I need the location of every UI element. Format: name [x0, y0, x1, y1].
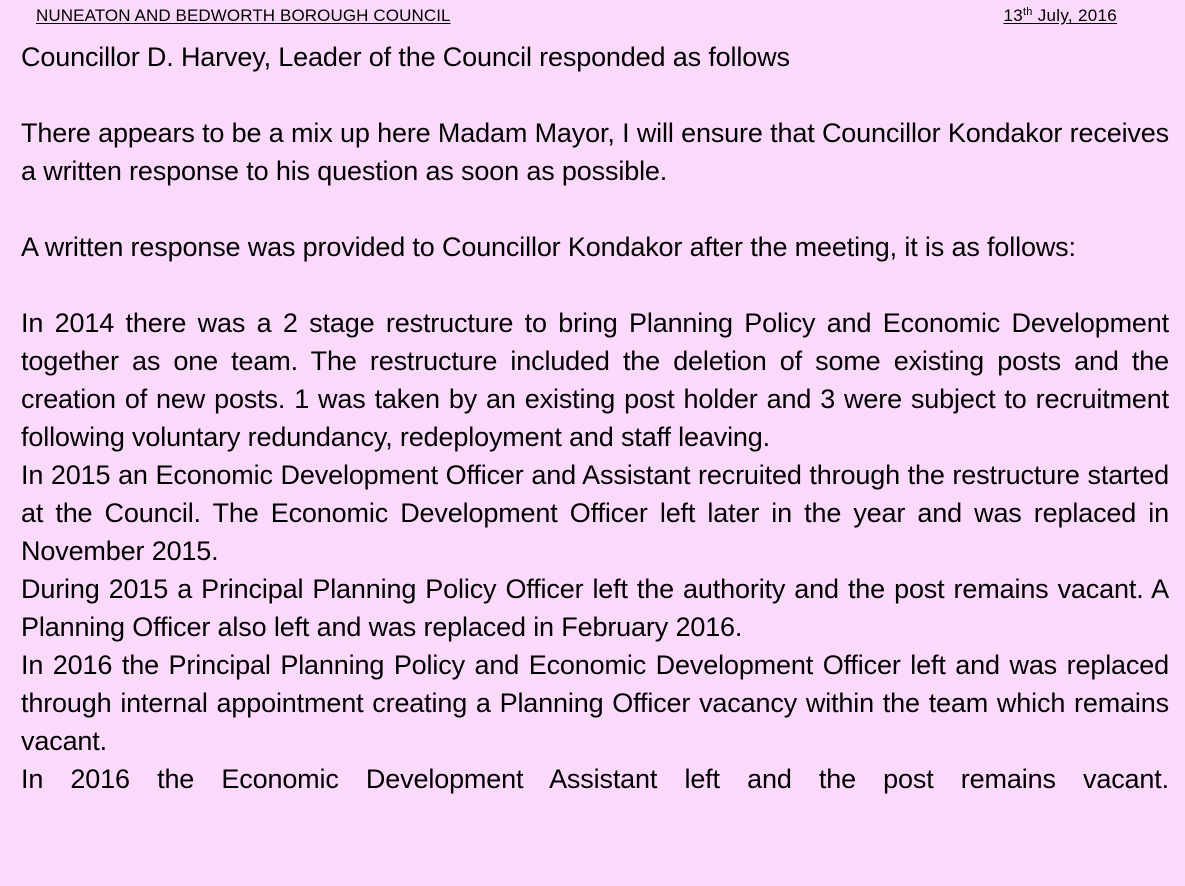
paragraph-2014-restructure: In 2014 there was a 2 stage restructure to bring Planning Policy and Economic Development together as one team. The restructure included the deletion of some existing posts and the creation of new posts. 1 was taken by an existing post holder and 3 were subject to recruitment following voluntary redundancy, redeployment and staff leaving.	[21, 308, 1169, 452]
paragraph-gap	[21, 190, 1169, 228]
date-suffix: th	[1022, 6, 1033, 18]
paragraph-2015-planning: During 2015 a Principal Planning Policy Officer left the authority and the post remains vacant. A Planning Officer also left and was replaced in February 2016.	[21, 574, 1169, 642]
paragraph-gap	[21, 76, 1169, 114]
paragraph-mix-up: There appears to be a mix up here Madam Mayor, I will ensure that Councillor Kondakor receives a written response to his question as soon as possible.	[21, 118, 1169, 186]
paragraph-gap	[21, 266, 1169, 304]
page-header	[36, 6, 1117, 28]
document-body	[21, 38, 1169, 798]
paragraph-2016-principal: In 2016 the Principal Planning Policy and Economic Development Officer left and was replaced through internal appointment creating a Planning Officer vacancy within the team which remains vacant.	[21, 650, 1169, 756]
paragraph-2016-assistant: In 2016 the Economic Development Assistant left and the post remains vacant.	[21, 764, 1169, 794]
council-name: NUNEATON AND BEDWORTH BOROUGH COUNCIL	[36, 6, 451, 25]
paragraph-written-response: A written response was provided to Councillor Kondakor after the meeting, it is as follows:	[21, 232, 1076, 262]
meeting-date	[1003, 6, 1117, 26]
paragraph-harvey-response: Councillor D. Harvey, Leader of the Council responded as follows	[21, 42, 790, 72]
date-day: 13	[1003, 6, 1023, 25]
date-rest: July, 2016	[1032, 6, 1117, 25]
paragraph-2015-recruitment: In 2015 an Economic Development Officer and Assistant recruited through the restructure started at the Council. The Economic Development Officer left later in the year and was replaced in November 2015.	[21, 460, 1169, 566]
